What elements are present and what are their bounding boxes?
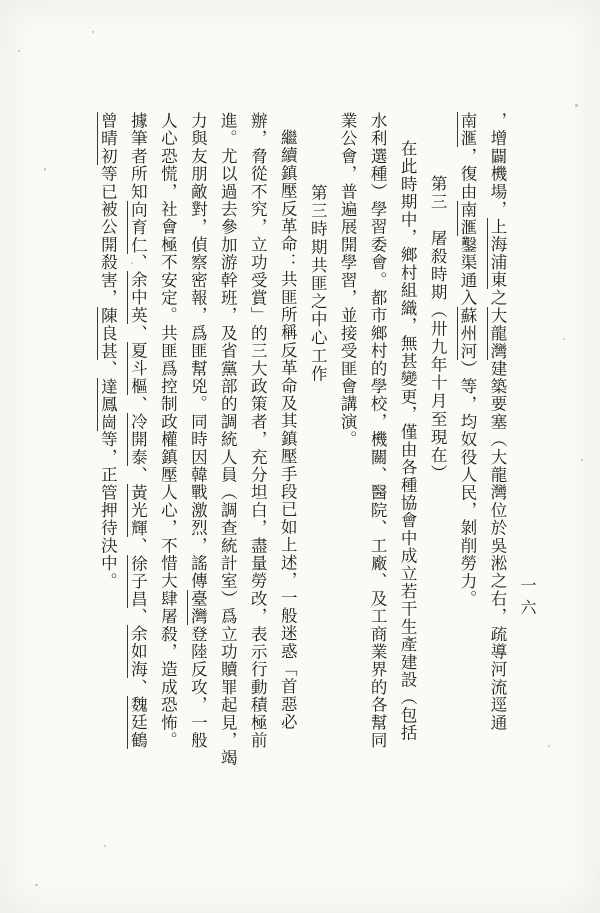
proper-name-marked-text: 夏斗樞 (128, 342, 148, 396)
text-column-1 (487, 112, 506, 772)
proper-name-marked-text: 南滙 (458, 200, 478, 236)
text-segment: 進。尤以過去參加游幹班，及省黨部的調統人員（調查統計室）爲立功贖罪起見，竭 (218, 112, 238, 767)
text-segment: ，增闢機場， (488, 112, 507, 219)
text-segment: 等，正管押待決中。 (98, 430, 118, 590)
text-segment: 、 (128, 253, 148, 272)
text-segment: ，復由 (458, 147, 478, 201)
text-column-6 (337, 112, 356, 772)
text-column-9 (247, 112, 266, 772)
scan-speck (18, 50, 20, 52)
text-segment: ）等，均奴役人民，剝削勞力。 (458, 359, 478, 608)
text-segment: 、 (128, 466, 148, 484)
text-segment: 之 (488, 289, 507, 307)
proper-name-marked-text: 冷開泰 (128, 412, 148, 467)
text-column-7 (307, 112, 326, 772)
text-segment: 辦，脅從不究，立功受賞」的三大政策者，充分坦白，盡量勞改，表示行動積極前 (248, 112, 268, 750)
page-number: 一六 (518, 577, 537, 621)
text-segment: 登陸反攻，一般 (188, 625, 208, 750)
proper-name-marked-text: 南滙 (458, 112, 478, 148)
text-segment: 、 (128, 607, 148, 626)
text-segment: 繼續鎮壓反革命：共匪所稱反革命及其鎮壓手段已如上述，一般迷惑「首惡必 (278, 129, 298, 731)
scan-speck (548, 745, 550, 747)
text-segment: 業公會，普遍展開學習，並接受匪會講演。 (338, 112, 358, 449)
scan-speck (131, 262, 133, 264)
text-segment: 在此時期中，鄉村組織，無甚變更，僅由各種協會中成立若干生產建設（包括 (398, 140, 418, 742)
proper-name-marked-text: 余如海 (128, 625, 148, 679)
proper-name-marked-text: 上海浦東 (488, 218, 507, 290)
proper-name-marked-text: 曾晴初 (98, 112, 118, 166)
text-segment: 第三時期共匪之中心工作 (308, 184, 328, 384)
scan-speck (35, 884, 38, 886)
text-column-10 (217, 112, 236, 772)
text-segment: 、 (128, 395, 148, 413)
text-column-2 (457, 112, 476, 772)
scan-speck (575, 104, 578, 107)
proper-name-marked-text: 徐子昌 (128, 554, 148, 608)
text-segment: 水利選種）學習委會。都市鄉村的學校，機關、醫院、工廠、及工商業界的各幫同 (368, 112, 388, 750)
text-segment: 、 (128, 678, 148, 697)
text-segment: 力與友朋敵對，偵察密報，爲匪幫兇。同時因韓戰激烈，謠傳 (188, 112, 208, 590)
scan-speck (44, 168, 46, 171)
proper-name-marked-text: 向育仁 (128, 200, 148, 254)
text-segment: 建築要塞（大龍灣位於吳淞之右，疏導河流逕通 (488, 359, 507, 732)
text-segment: 等已被公開殺害， (98, 165, 118, 307)
text-segment: 第三 屠殺時期（卅九年十月至現在） (428, 175, 448, 483)
text-column-11 (187, 112, 206, 772)
scan-speck (581, 459, 583, 461)
proper-name-marked-text: 陳良甚 (98, 306, 118, 360)
scan-speck (104, 845, 106, 847)
proper-name-marked-text: 余中英 (128, 271, 148, 325)
text-column-4 (397, 112, 416, 772)
proper-name-marked-text: 達鳳崗 (98, 377, 118, 431)
text-column-12 (157, 112, 176, 772)
scan-speck (92, 31, 94, 33)
text-segment: 鑿渠通入 (458, 235, 478, 307)
proper-name-marked-text: 黃光輝 (128, 483, 148, 537)
text-block (86, 112, 506, 772)
proper-name-marked-text: 魏廷鶴 (128, 696, 148, 750)
text-column-13 (127, 112, 146, 772)
text-segment: 、 (128, 536, 148, 555)
text-column-3 (427, 112, 446, 772)
proper-name-marked-text: 臺灣 (188, 589, 208, 626)
scan-speck (563, 338, 565, 340)
proper-name-marked-text: 蘇州河 (458, 306, 478, 360)
text-column-8 (277, 112, 296, 772)
text-segment: 、 (98, 359, 118, 378)
text-segment: 、 (128, 324, 148, 343)
text-column-14 (97, 112, 116, 772)
text-column-5 (367, 112, 386, 772)
text-segment: 人心恐慌，社會極不安定。共匪爲控制政權鎮壓人心，不惜大肆屠殺，造成恐怖。 (158, 112, 178, 750)
text-segment: 據筆者所知 (128, 112, 148, 201)
proper-name-marked-text: 大龍灣 (488, 306, 507, 360)
